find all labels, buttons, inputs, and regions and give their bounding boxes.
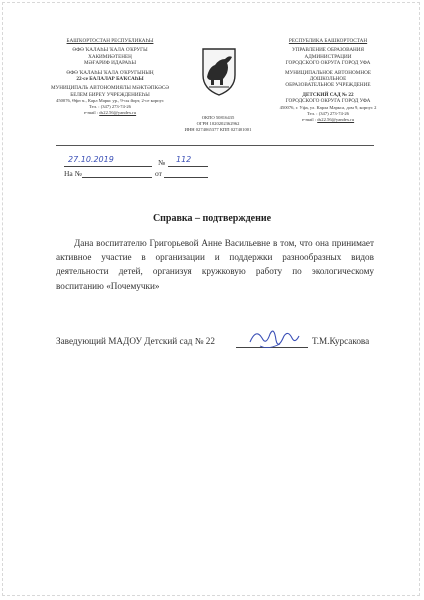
left-org-2: БЕЛЕМ БИРЕҮ УЧРЕЖДЕНИЕҺЫ xyxy=(70,91,150,98)
left-email-link[interactable]: ds22.56@yandex.ru xyxy=(99,110,137,116)
ref-number-line xyxy=(82,177,152,178)
left-republic: БАШҠОРТОСТАН РЕСПУБЛИКАҺЫ xyxy=(66,38,154,44)
left-address: 450076, Өфө ҡ., Карл Маркс ур., 9-сы йорт, 2-се корпус xyxy=(56,98,164,104)
handwritten-number: 112 xyxy=(176,155,192,164)
right-phone: Тел. : (347) 273-74-26 xyxy=(307,110,349,116)
left-email-row xyxy=(44,110,176,116)
right-kindergarten: ДЕТСКИЙ САД № 22 xyxy=(302,91,354,98)
left-phone: Тел. : (347) 273-74-26 xyxy=(89,104,131,110)
right-address: 450076, г. Уфа, ул. Карла Маркса, дом 9, корпус 2 xyxy=(279,104,377,110)
ref-date-line xyxy=(164,177,208,178)
left-city: ӨФӨ ҠАЛАҺЫ ҠАЛА ОҠРУГЫНЫҢ xyxy=(66,69,154,76)
right-city: ГОРОДСКОГО ОКРУГА ГОРОД УФА xyxy=(285,98,371,105)
left-letterhead xyxy=(44,38,176,116)
okpo: ОКПО 50816435 xyxy=(201,115,235,120)
emblem-icon xyxy=(199,45,239,97)
handwritten-date: 27.10.2019 xyxy=(68,155,114,164)
number-label: № xyxy=(158,158,166,167)
right-org-1: МУНИЦИПАЛЬНОЕ АВТОНОМНОЕ xyxy=(285,69,371,76)
right-letterhead xyxy=(264,38,392,123)
header-divider xyxy=(56,145,374,146)
right-republic: РЕСПУБЛИКА БАШКОРТОСТАН xyxy=(288,38,368,44)
signature-icon xyxy=(246,324,302,354)
left-org-1: МУНИЦИПАЛЬ АВТОНОМИЯЛЫ МӘКТӘПКӘСӘ xyxy=(50,85,170,92)
right-dept-1: УПРАВЛЕНИЕ ОБРАЗОВАНИЯ xyxy=(291,47,365,54)
right-email-row xyxy=(264,117,392,123)
date-line xyxy=(64,166,152,167)
left-dept-3: МӘҒАРИФ ИДАРАҺЫ xyxy=(83,60,137,67)
right-dept-3: ГОРОДСКОГО ОКРУГА ГОРОД УФА xyxy=(285,60,371,67)
right-org-3: ОБРАЗОВАТЕЛЬНОЕ УЧРЕЖДЕНИЕ xyxy=(285,82,371,89)
inn-kpp: ИНН 0274065377 КПП 027401001 xyxy=(184,127,252,132)
left-dept-2: ХАКИМИӘТЕНЕҢ xyxy=(88,53,132,60)
ref-number-label: На № xyxy=(64,169,82,178)
right-email-link[interactable]: ds22.56@yandex.ru xyxy=(317,116,355,122)
number-line xyxy=(168,166,208,167)
left-email-label: e-mail : xyxy=(83,110,99,116)
center-codes xyxy=(168,115,268,133)
right-email-label: e-mail : xyxy=(301,116,317,122)
signatory-position: Заведующий МАДОУ Детский сад № 22 xyxy=(56,336,215,346)
right-org-2: ДОШКОЛЬНОЕ xyxy=(309,76,347,83)
left-kindergarten: 22-се БАЛАЛАР БАҠСАҺЫ xyxy=(76,76,144,83)
left-dept-1: ӨФӨ ҠАЛАҺЫ ҠАЛА ОҠРУГЫ xyxy=(72,47,148,54)
signatory-name: Т.М.Курсакова xyxy=(312,336,370,346)
right-dept-2: АДМИНИСТРАЦИИ xyxy=(304,53,352,60)
document-body: Дана воспитателю Григорьевой Анне Васильевне в том, что она принимает активное участие в организации и поддержки разнообразных видов деятельности детей, организуя кружковую работу по экологическому воспитанию «Почемучки» xyxy=(56,238,374,291)
ref-date-label: от xyxy=(155,169,162,178)
ogrn: ОГРН 1020202362962 xyxy=(196,121,240,126)
document-title: Справка – подтверждение xyxy=(152,213,272,224)
